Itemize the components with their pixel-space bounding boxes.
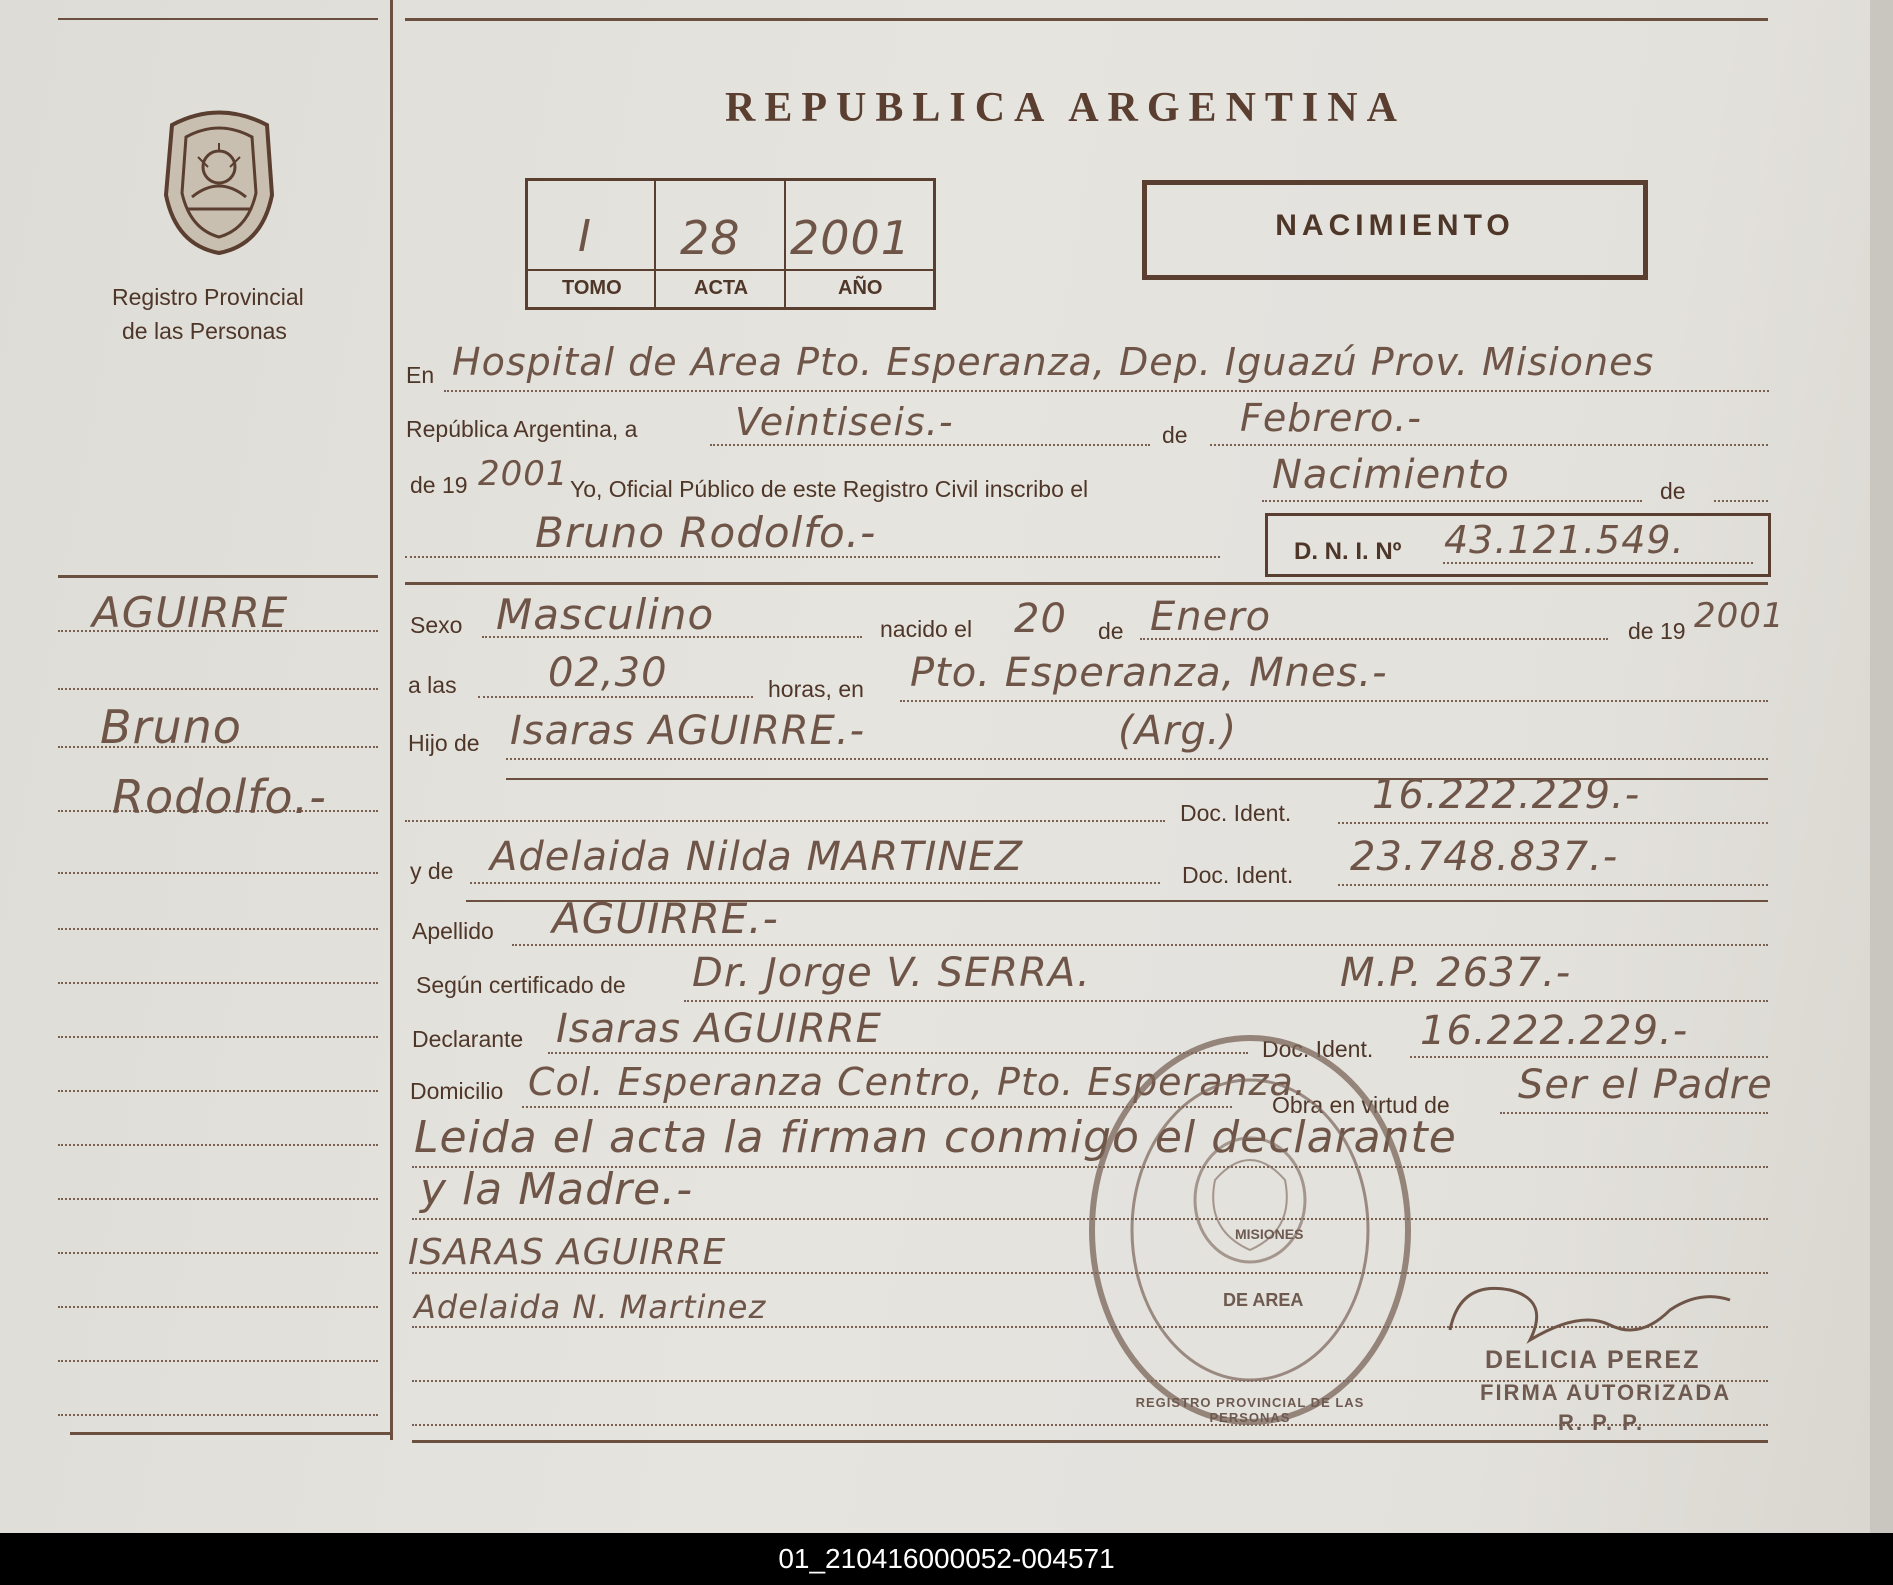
birth-year: 2001	[1694, 596, 1785, 636]
apellido-label: Apellido	[412, 918, 494, 944]
margin-given-name-2: Rodolfo.-	[112, 770, 327, 824]
official-title: FIRMA AUTORIZADA	[1480, 1380, 1732, 1405]
mother-doc-line	[1338, 884, 1768, 886]
hour-value: 02,30	[548, 650, 668, 696]
top-rule-left	[58, 18, 378, 20]
father-doc-pre-line	[405, 820, 1165, 822]
yde-label: y de	[410, 858, 454, 884]
dni-value: 43.121.549.	[1444, 518, 1685, 562]
en-label: En	[406, 362, 435, 388]
margin-line	[58, 1090, 378, 1092]
en-line	[444, 390, 1769, 392]
en-value: Hospital de Area Pto. Esperanza, Dep. Iguazú Prov. Misiones	[452, 340, 1655, 384]
declarante-doc: 16.222.229.-	[1420, 1008, 1689, 1054]
document-type: NACIMIENTO	[1275, 209, 1515, 242]
hijo-label: Hijo de	[408, 730, 480, 756]
de-line-2	[1714, 500, 1768, 502]
acta-label: ACTA	[694, 277, 749, 299]
margin-line	[58, 688, 378, 690]
father-doc: 16.222.229.-	[1372, 772, 1641, 818]
margin-given-name-1: Bruno	[100, 700, 242, 754]
place-value: Pto. Esperanza, Mnes.-	[910, 650, 1388, 696]
column-divider	[390, 0, 393, 1440]
margin-line	[58, 1036, 378, 1038]
doc-ident-label-2: Doc. Ident.	[1182, 862, 1294, 888]
de19-label: de 19	[410, 472, 468, 498]
month-line	[1210, 444, 1768, 446]
republica-label: República Argentina, a	[406, 416, 638, 442]
margin-line	[58, 1414, 378, 1416]
page-edge	[1870, 0, 1893, 1533]
image-id-caption: 01_210416000052-004571	[0, 1533, 1893, 1585]
horas-label: horas, en	[768, 676, 864, 702]
domicilio-value: Col. Esperanza Centro, Pto. Esperanza.	[528, 1060, 1307, 1104]
day-value: Veintiseis.-	[735, 400, 954, 444]
birth-day: 20	[1014, 596, 1067, 642]
margin-line	[58, 1198, 378, 1200]
margin-line	[58, 1306, 378, 1308]
country-title: REPUBLICA ARGENTINA	[725, 85, 1406, 131]
stamp-ring-text: REGISTRO PROVINCIAL DE LAS PERSONAS	[1135, 1395, 1365, 1425]
declarante-label: Declarante	[412, 1026, 524, 1052]
segun-line	[684, 1000, 1768, 1002]
dni-label: D. N. I. Nº	[1294, 538, 1402, 565]
margin-rule	[58, 575, 378, 578]
sexo-label: Sexo	[410, 612, 463, 638]
father-doc-line	[1338, 822, 1768, 824]
apellido-line	[512, 944, 1768, 946]
official-name: DELICIA PEREZ	[1485, 1346, 1701, 1374]
mother-doc: 23.748.837.-	[1350, 834, 1619, 880]
doc-ident-label: Doc. Ident.	[1180, 800, 1292, 826]
month-value: Febrero.-	[1240, 396, 1423, 440]
margin-line	[58, 928, 378, 930]
inscribo-value: Nacimiento	[1272, 452, 1510, 498]
mother-line	[470, 882, 1160, 884]
de-label-3: de	[1098, 618, 1124, 644]
de19-label-2: de 19	[1628, 618, 1686, 644]
top-rule-right	[405, 18, 1768, 21]
declarant-signature: ISARAS AGUIRRE	[408, 1232, 727, 1273]
mp-value: M.P. 2637.-	[1340, 950, 1572, 996]
obra-value: Ser el Padre	[1518, 1062, 1773, 1108]
apellido-value: AGUIRRE.-	[552, 894, 779, 943]
obra-label: Obra en virtud de	[1272, 1092, 1450, 1118]
declarante-doc-line	[1410, 1056, 1768, 1058]
name-value: Bruno Rodolfo.-	[535, 508, 877, 557]
segun-value: Dr. Jorge V. SERRA.	[692, 950, 1091, 996]
mother-signature: Adelaida N. Martinez	[414, 1288, 767, 1326]
dni-box	[1265, 513, 1771, 577]
margin-line	[58, 982, 378, 984]
year-value: 2001	[478, 454, 569, 494]
registry-title-2: de las Personas	[122, 318, 287, 344]
stamp-inner-text-2: MISIONES	[1235, 1226, 1304, 1242]
province-seal-icon	[152, 105, 287, 255]
ano-value: 2001	[790, 211, 912, 265]
place-line	[900, 700, 1768, 702]
margin-bottom-rule	[70, 1432, 390, 1435]
leida-line-1-text: Leida el acta la firman conmigo el declarante	[414, 1112, 1457, 1163]
nacido-label: nacido el	[880, 616, 973, 642]
day-line	[710, 444, 1150, 446]
record-box	[525, 178, 936, 310]
ano-label: AÑO	[838, 277, 883, 299]
leida-line-2-text: y la Madre.-	[420, 1164, 694, 1215]
mother-value: Adelaida Nilda MARTINEZ	[490, 834, 1023, 880]
domicilio-label: Domicilio	[410, 1078, 504, 1104]
official-org: R. P. P.	[1558, 1410, 1645, 1435]
tomo-value: I	[578, 211, 592, 262]
father-nationality: (Arg.)	[1118, 708, 1238, 754]
alas-label: a las	[408, 672, 457, 698]
stamp-inner-text: DE AREA	[1223, 1290, 1304, 1310]
yo-label: Yo, Oficial Público de este Registro Civil inscribo el	[570, 476, 1089, 502]
bottom-rule	[412, 1440, 1768, 1443]
margin-line	[58, 1360, 378, 1362]
segun-label: Según certificado de	[416, 972, 626, 998]
section-rule	[405, 582, 1768, 585]
hour-line	[478, 696, 753, 698]
doc-ident-label-3: Doc. Ident.	[1262, 1036, 1374, 1062]
tomo-label: TOMO	[562, 277, 622, 299]
margin-line	[58, 872, 378, 874]
de-label: de	[1162, 422, 1188, 448]
acta-value: 28	[680, 211, 741, 265]
de-label-2: de	[1660, 478, 1686, 504]
margin-surname: AGUIRRE	[92, 588, 289, 637]
registry-title-1: Registro Provincial	[112, 284, 304, 310]
sexo-value: Masculino	[496, 590, 715, 639]
inscribo-line	[1262, 500, 1642, 502]
birth-month: Enero	[1150, 594, 1272, 640]
document-type-box	[1142, 180, 1648, 280]
obra-line	[1500, 1112, 1768, 1114]
father-value: Isaras AGUIRRE.-	[510, 708, 866, 754]
declarante-value: Isaras AGUIRRE	[556, 1006, 882, 1052]
official-stamp-icon	[1085, 1030, 1415, 1430]
margin-line	[58, 1144, 378, 1146]
father-line	[506, 758, 1768, 760]
margin-line	[58, 1252, 378, 1254]
